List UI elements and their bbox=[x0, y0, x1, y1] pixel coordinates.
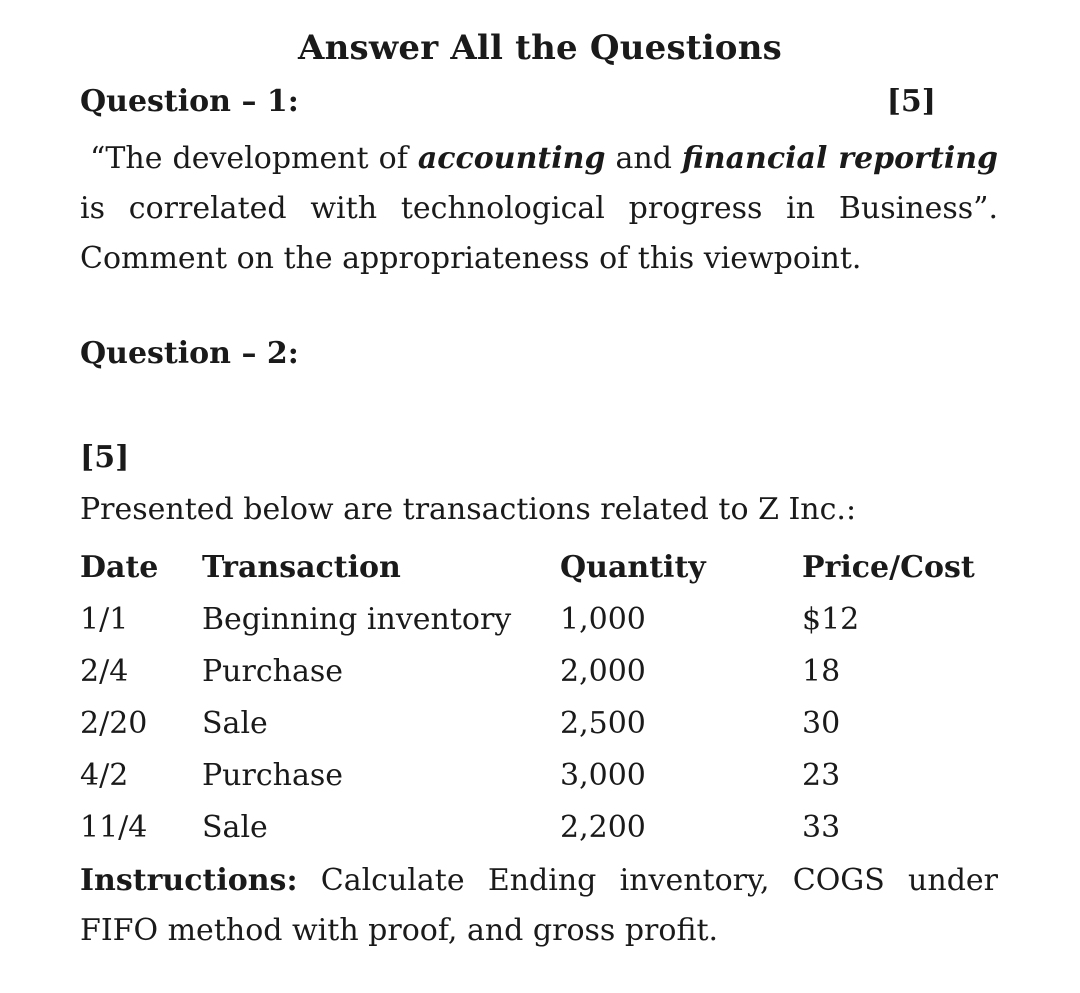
cell-quantity: 2,200 bbox=[560, 810, 646, 845]
question-1-text bbox=[80, 134, 998, 284]
table-row bbox=[80, 646, 998, 698]
question-1-emphasis-accounting: accounting bbox=[417, 141, 606, 176]
cell-transaction: Beginning inventory bbox=[202, 602, 512, 637]
cell-price: 23 bbox=[802, 758, 841, 793]
table-row bbox=[80, 698, 998, 750]
question-2-marks: [5] bbox=[80, 440, 130, 475]
cell-date: 4/2 bbox=[80, 758, 129, 793]
question-1-text-part-1: “The development of bbox=[90, 141, 418, 176]
cell-date: 1/1 bbox=[80, 602, 129, 637]
question-1-header bbox=[80, 84, 998, 119]
question-1-emphasis-financial-reporting: financial reporting bbox=[681, 141, 999, 176]
transactions-table bbox=[80, 542, 998, 854]
question-2-instructions bbox=[80, 856, 998, 956]
header-price-cost: Price/Cost bbox=[802, 550, 975, 585]
table-row bbox=[80, 750, 998, 802]
cell-transaction: Purchase bbox=[202, 654, 344, 689]
cell-price: 18 bbox=[802, 654, 841, 689]
cell-transaction: Purchase bbox=[202, 758, 344, 793]
cell-date: 11/4 bbox=[80, 810, 148, 845]
table-row bbox=[80, 802, 998, 854]
cell-price: $12 bbox=[802, 602, 860, 637]
cell-quantity: 2,000 bbox=[560, 654, 646, 689]
question-1-marks: [5] bbox=[886, 84, 936, 119]
cell-transaction: Sale bbox=[202, 706, 268, 741]
question-2-label: Question – 2: bbox=[80, 336, 299, 371]
header-transaction: Transaction bbox=[202, 550, 401, 585]
question-2-intro: Presented below are transactions related to Z Inc.: bbox=[80, 492, 857, 527]
table-header-row bbox=[80, 542, 998, 594]
cell-quantity: 2,500 bbox=[560, 706, 646, 741]
cell-quantity: 3,000 bbox=[560, 758, 646, 793]
question-1-label: Question – 1: bbox=[80, 84, 299, 119]
header-date: Date bbox=[80, 550, 159, 585]
cell-transaction: Sale bbox=[202, 810, 268, 845]
instructions-text: Calculate Ending inventory, COGS under FIFO method with proof, and gross profit. bbox=[80, 863, 998, 948]
cell-date: 2/4 bbox=[80, 654, 129, 689]
cell-price: 33 bbox=[802, 810, 841, 845]
instructions-label: Instructions: bbox=[80, 863, 298, 898]
question-1-text-part-3: is correlated with technological progress in Business”. Comment on the appropriateness of this viewpoint. bbox=[80, 191, 998, 276]
cell-price: 30 bbox=[802, 706, 841, 741]
page-title: Answer All the Questions bbox=[298, 28, 782, 68]
cell-date: 2/20 bbox=[80, 706, 148, 741]
header-quantity: Quantity bbox=[560, 550, 706, 585]
question-1-text-part-2: and bbox=[605, 141, 682, 176]
cell-quantity: 1,000 bbox=[560, 602, 646, 637]
table-row bbox=[80, 594, 998, 646]
